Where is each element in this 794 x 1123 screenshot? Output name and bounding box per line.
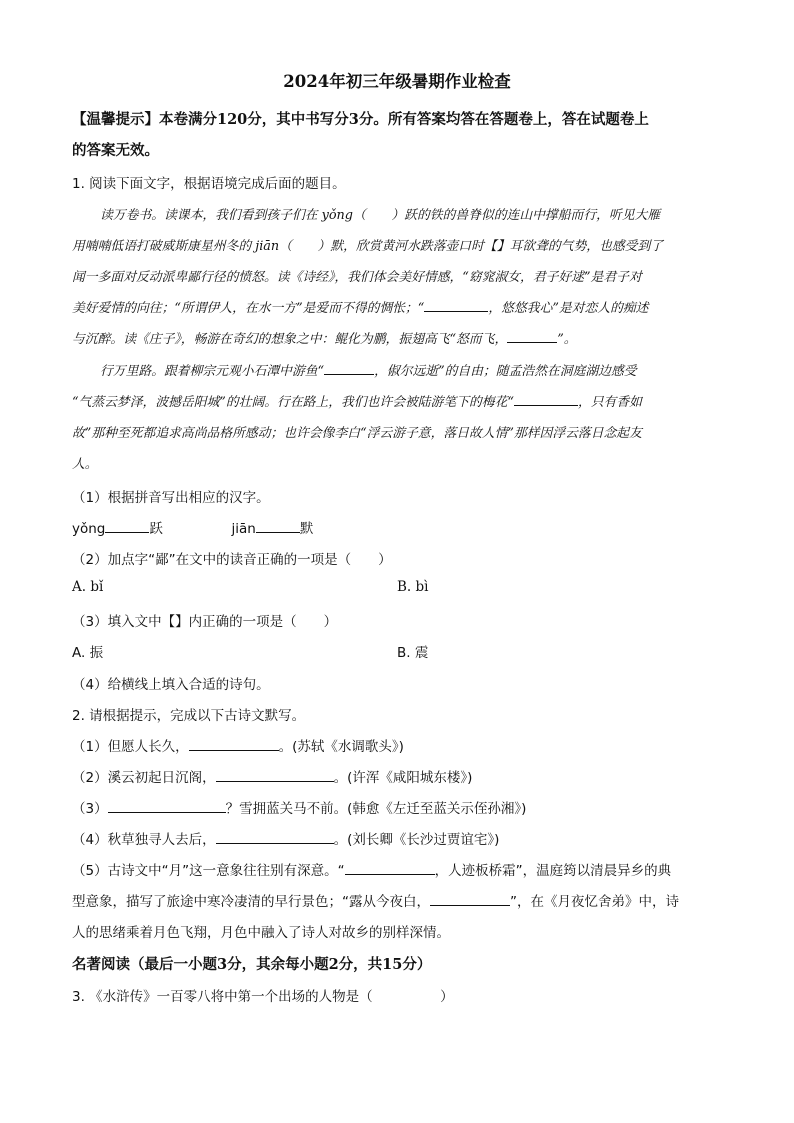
passage-text: 与沉醉。读《庄子》，畅游在奇幻的想象之中：鲲化为鹏，振翅高飞“怒而飞， bbox=[72, 332, 508, 347]
q1-sub1: （1）根据拼音写出相应的汉字。 bbox=[72, 490, 270, 506]
q2-text: 。(刘长卿《长沙过贾谊宅》) bbox=[333, 832, 500, 848]
passage-line: 闻一多面对反动派卑鄙行径的愤怒。读《诗经》，我们体会美好情感，“窈窕淑女，君子好逑”是君子对 bbox=[72, 270, 642, 285]
passage-text: ，悠悠我心”是对恋人的痴述 bbox=[488, 301, 649, 316]
q2-line-2 bbox=[72, 766, 472, 786]
option-b[interactable]: B. 震 bbox=[397, 645, 429, 661]
q2-stem: 2. 请根据提示，完成以下古诗文默写。 bbox=[72, 708, 306, 724]
q1-stem: 1. 阅读下面文字，根据语境完成后面的题目。 bbox=[72, 176, 346, 192]
passage-line bbox=[72, 391, 642, 410]
answer-blank[interactable] bbox=[216, 767, 334, 782]
q2-text: （1）但愿人长久， bbox=[72, 739, 189, 755]
pinyin-label: yǒng bbox=[72, 521, 106, 537]
q2-text: ”，在《月夜忆舍弟》中，诗 bbox=[510, 894, 679, 910]
passage-text: 行万里路。跟着柳宗元观小石潭中游鱼“ bbox=[100, 364, 325, 379]
pinyin-label: jiān bbox=[231, 521, 256, 537]
q2-line-1 bbox=[72, 735, 404, 755]
notice-line-2: 的答案无效。 bbox=[72, 142, 159, 159]
answer-blank[interactable] bbox=[430, 891, 510, 906]
passage-text: “气蒸云梦泽，波撼岳阳城”的壮阔。行在路上，我们也许会被陆游笔下的梅花“ bbox=[72, 395, 514, 410]
q2-line-5 bbox=[72, 859, 671, 879]
section-heading: 名著阅读（最后一小题3分，其余每小题2分，共15分） bbox=[72, 956, 432, 973]
answer-blank[interactable] bbox=[108, 798, 226, 813]
q2-line-3 bbox=[72, 797, 526, 817]
passage-line bbox=[72, 297, 648, 316]
notice-line-1: 【温馨提示】本卷满分120分，其中书写分3分。所有答案均答在答题卷上，答在试题卷上 bbox=[72, 111, 649, 128]
q2-text: 。(许浑《咸阳城东楼》) bbox=[333, 770, 473, 786]
q2-line-6 bbox=[72, 890, 679, 910]
q2-text: ？雪拥蓝关马不前。(韩愈《左迁至蓝关示侄孙湘》) bbox=[225, 801, 527, 817]
answer-blank[interactable] bbox=[514, 391, 578, 406]
q2-text: 型意象，描写了旅途中寒冷凄清的早行景色；“露从今夜白， bbox=[72, 894, 430, 910]
passage-line: 读万卷书。读课本，我们看到孩子们在 yǒng（ ）跃的铁的兽脊似的连山中撑船而行，听见大雁 bbox=[100, 208, 661, 223]
passage-line bbox=[100, 360, 637, 379]
char-label: 默 bbox=[299, 521, 314, 537]
option-b[interactable]: B. bì bbox=[397, 579, 429, 595]
answer-blank[interactable] bbox=[424, 297, 488, 312]
passage-text: 美好爱情的向往；“所谓伊人，在水一方”是爱而不得的惆怅；“ bbox=[72, 301, 425, 316]
q1-sub3: （3）填入文中【】内正确的一项是（ ） bbox=[72, 614, 338, 630]
passage-text: ”。 bbox=[557, 332, 577, 347]
q1-sub4: （4）给横线上填入合适的诗句。 bbox=[72, 677, 270, 693]
answer-blank[interactable] bbox=[105, 518, 149, 533]
option-a[interactable]: A. 振 bbox=[72, 645, 104, 661]
passage-text: ，俶尔远逝”的自由；随孟浩然在洞庭湖边感受 bbox=[374, 364, 637, 379]
passage-text: ，只有香如 bbox=[577, 395, 642, 410]
q1-sub1-answers bbox=[72, 517, 313, 537]
answer-blank[interactable] bbox=[256, 518, 300, 533]
q2-line-4 bbox=[72, 828, 499, 848]
q2-text: （3） bbox=[72, 801, 108, 817]
passage-line: 人。 bbox=[72, 457, 98, 472]
q2-text: （4）秋草独寻人去后， bbox=[72, 832, 216, 848]
option-a[interactable]: A. bǐ bbox=[72, 579, 104, 595]
answer-blank[interactable] bbox=[324, 360, 374, 375]
char-label: 跃 bbox=[149, 521, 163, 537]
q3-stem: 3. 《水浒传》一百零八将中第一个出场的人物是（ ） bbox=[72, 989, 454, 1005]
page-title: 2024年初三年级暑期作业检查 bbox=[283, 72, 511, 91]
q2-text: （2）溪云初起日沉阁， bbox=[72, 770, 216, 786]
q2-text: 。(苏轼《水调歌头》) bbox=[278, 739, 404, 755]
q2-text: （5）古诗文中“月”这一意象往往别有深意。“ bbox=[72, 863, 345, 879]
answer-blank[interactable] bbox=[216, 829, 334, 844]
q2-line-7: 人的思绪乘着月色飞翔，月色中融入了诗人对故乡的别样深情。 bbox=[72, 925, 450, 941]
q2-text: ，人迹板桥霜”，温庭筠以清晨异乡的典 bbox=[434, 863, 672, 879]
answer-blank[interactable] bbox=[345, 860, 435, 875]
passage-line: 故”那种至死都追求高尚品格所感动；也许会像李白“浮云游子意，落日故人情”那样因浮云落日念起友 bbox=[72, 426, 642, 441]
passage-line bbox=[72, 328, 577, 347]
q1-sub2: （2）加点字“鄙”在文中的读音正确的一项是（ ） bbox=[72, 552, 392, 568]
passage-line: 用喃喃低语打破威斯康星州冬的 jiān（ ）默，欣赏黄河水跌落壶口时【】耳欲聋的气势，也感受到了 bbox=[72, 239, 664, 254]
answer-blank[interactable] bbox=[189, 736, 279, 751]
answer-blank[interactable] bbox=[507, 328, 557, 343]
